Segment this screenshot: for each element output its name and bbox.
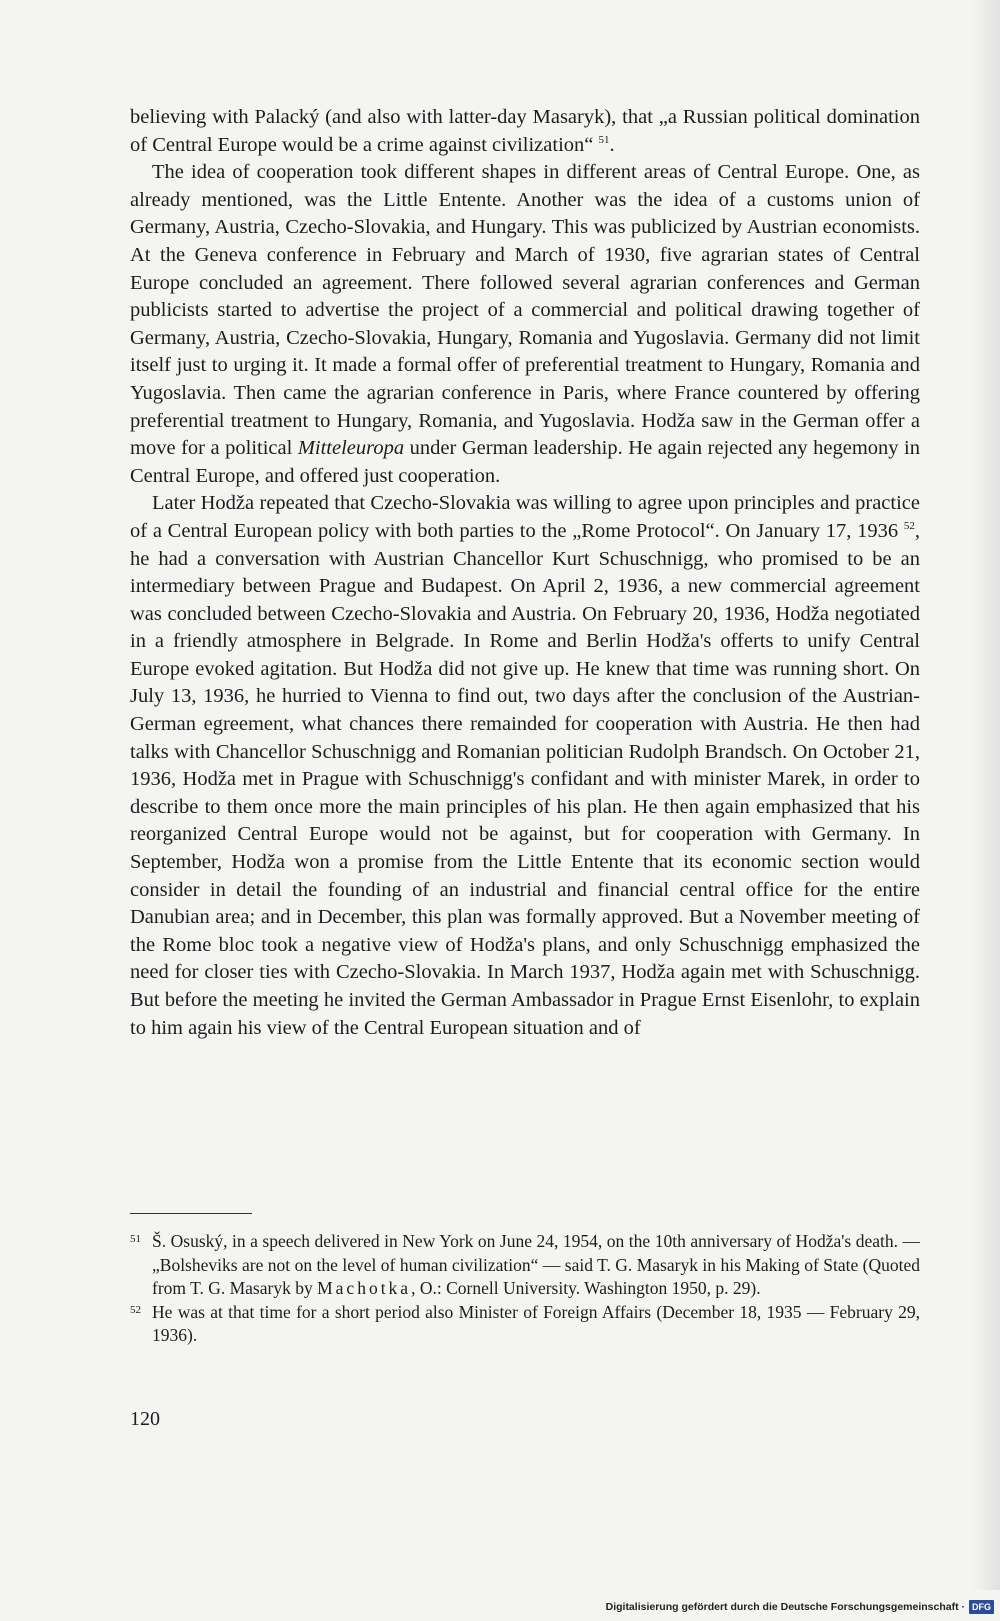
footnote-text: He was at that time for a short period also Minister of Foreign Affairs (December 18, 1935 — February 29, 1936). — [152, 1301, 920, 1345]
footnote-52 — [130, 1301, 920, 1348]
digitization-banner — [606, 1599, 994, 1615]
paragraph-2: The idea of cooperation took different shapes in different areas of Central Europe. One, as already mentioned, was the Little Entente. Another was the idea of a customs union of Germany, Austria, Czecho-Slovakia, and Hungary. This was publicized by Austrian economists. At the Geneva conference in February and March of 1930, five agrarian states of Central Europe concluded an agreement. There followed several agrarian conferences and German publicists started to advertise the project of a commercial and political drawing together of Germany, Austria, Czecho-Slovakia, Hungary, Romania and Yugoslavia. Germany did not limit itself just to urging it. It made a formal offer of preferential treatment to Hungary, Romania and Yugoslavia. Then came the agrarian conference in Paris, where France countered by offering preferential treatment to Hungary, Romania, and Yugoslavia. Hodža saw in the German offer a move for a political Mitteleuropa under German leadership. He again rejected any hegemony in Central Europe, and offered just cooperation. — [130, 161, 920, 487]
page-edge-shadow — [972, 0, 1000, 1590]
body-text — [130, 104, 920, 1042]
footnote-number: 51 — [130, 1233, 141, 1245]
footnote-number: 52 — [130, 1303, 141, 1316]
italic-term: Mitteleuropa — [297, 437, 405, 460]
footnote-51 — [130, 1230, 920, 1301]
banner-text: Digitalisierung gefördert durch die Deutsche Forschungsgemeinschaft · — [605, 1601, 965, 1613]
paragraph-1: believing with Palacký (and also with latter-day Masaryk), that „a Russian political domination of Central Europe would be a crime against civilization“ $^{51}$. — [130, 106, 920, 156]
footnote-divider — [130, 1213, 252, 1214]
dfg-logo-icon: DFG — [969, 1600, 994, 1614]
paragraph-3: Later Hodža repeated that Czecho-Slovakia was willing to agree upon principles and practice of a Central European policy with both parties to the „Rome Protocol“. On January 17, 1936 $^{52}$, he had a conversation with Austrian Chancellor Kurt Schuschnigg, who promised to be an intermediary between Prague and Budapest. On April 2, 1936, a new commercial agreement was concluded between Czecho-Slovakia and Austria. On February 20, 1936, Hodža negotiated in a friendly atmosphere in Belgrade. In Rome and Berlin Hodža's offerts to unify Central Europe evoked agitation. But Hodža did not give up. He knew that time was running short. On July 13, 1936, he hurried to Vienna to find out, two days after the conclusion of the Austrian-German egreement, what chances there remainded for cooperation with Austria. He then had talks with Chancellor Schuschnigg and Romanian politician Rudolph Brandsch. On October 21, 1936, Hodža met in Prague with Schuschnigg's confidant and with minister Marek, in order to describe to them once more the main principles of his plan. He then again emphasized that his reorganized Central Europe would not be against, but for cooperation with Germany. In September, Hodža won a promise from the Little Entente that its economic section would consider in detail the founding of an industrial and financial central office for the entire Danubian area; and in December, this plan was formally approved. But a November meeting of the Rome bloc took a negative view of Hodža's plans, and only Schuschnigg emphasized the need for closer ties with Czecho-Slovakia. In March 1937, Hodža again met with Schuschnigg. But before the meeting he invited the German Ambassador in Prague Ernst Eisenlohr, to explain to him again his view of the Central European situation and of — [130, 492, 920, 1039]
footnotes — [130, 1230, 920, 1348]
footnote-ref-52: 52 — [903, 520, 915, 533]
page-number: 120 — [130, 1408, 160, 1430]
footnote-ref-51: 51 — [598, 133, 610, 146]
footnote-text: Š. Osuský, in a speech delivered in New York on June 24, 1954, on the 10th anniversary of Hodža's death. — „Bolsheviks are not on the level of human civilization“ — said T. G. Masaryk in his Making of State (Quoted from T. G. Masaryk by Machotka, O.: Cornell University. Washington 1950, p. 29). — [152, 1231, 920, 1298]
